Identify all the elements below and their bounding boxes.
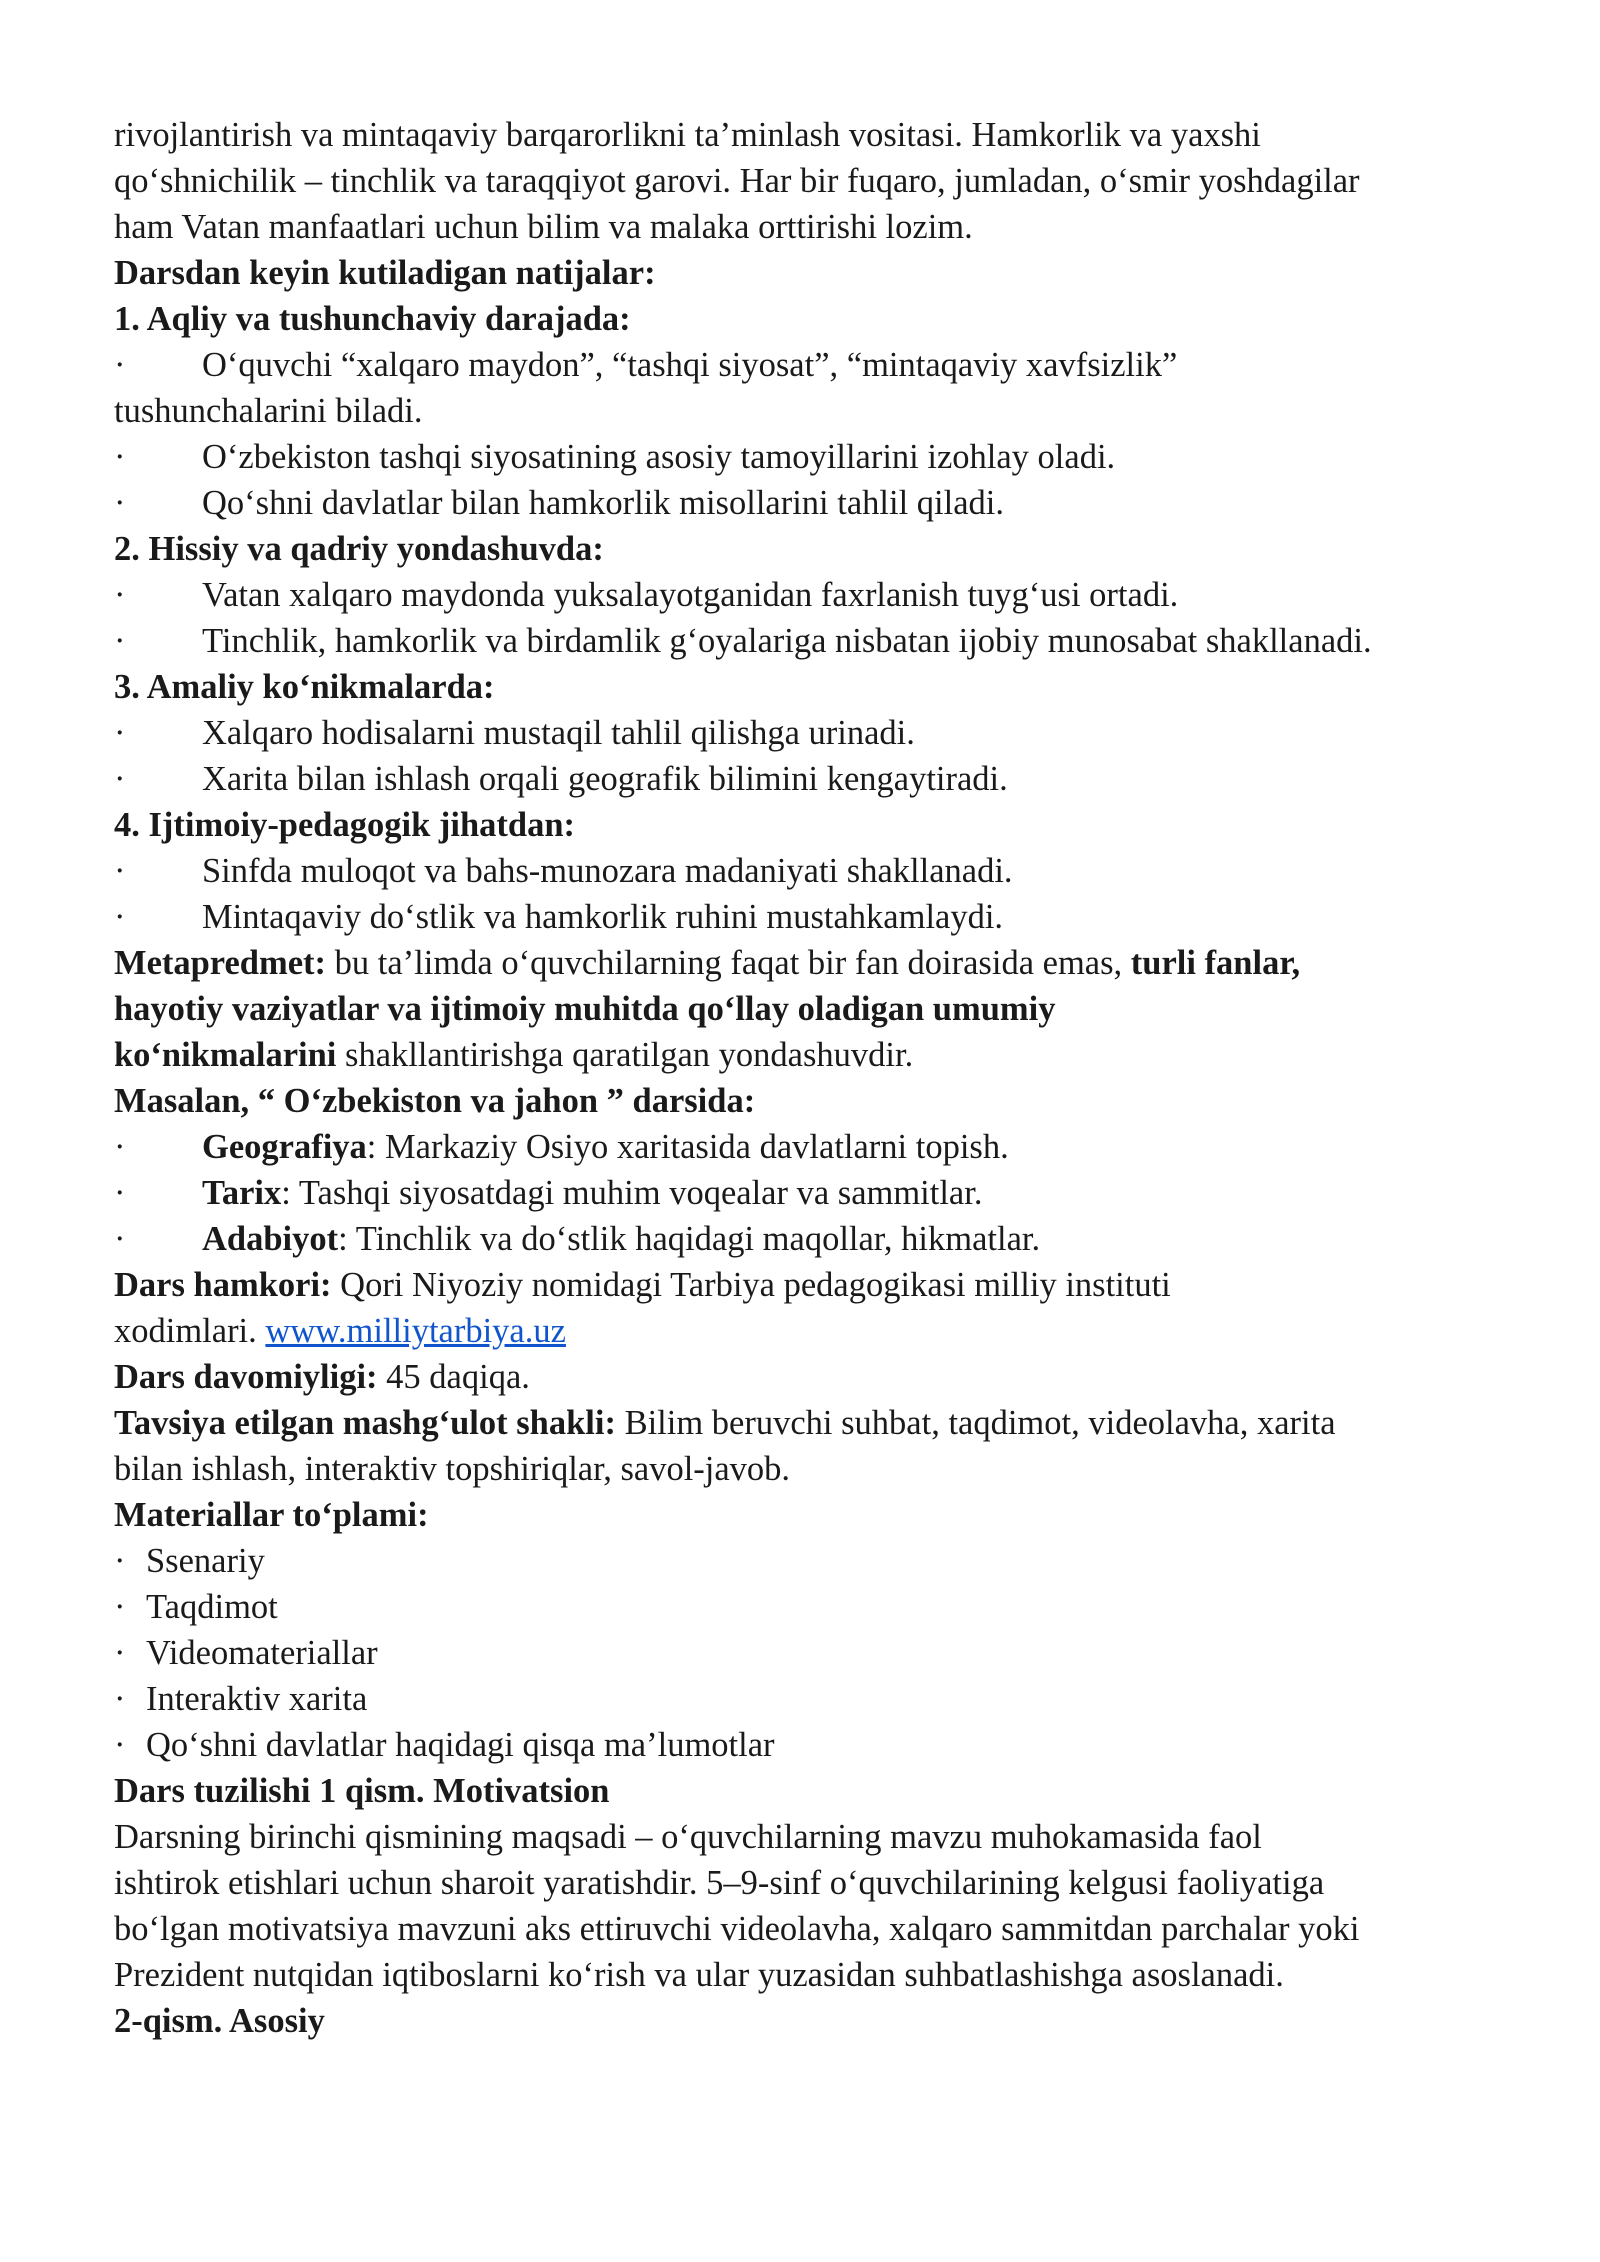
duration-label: Dars davomiyligi: — [114, 1358, 378, 1396]
list-item — [114, 894, 1504, 940]
list-item — [114, 1630, 1504, 1676]
section-3-heading: 3. Amaliy ko‘nikmalarda: — [114, 668, 495, 706]
list-item — [114, 710, 1504, 756]
format-label: Tavsiya etilgan mashg‘ulot shakli: — [114, 1404, 616, 1442]
bullet-marker: · — [114, 1128, 126, 1166]
results-heading: Darsdan keyin kutiladigan natijalar: — [114, 254, 656, 292]
bullet-marker: · — [114, 1726, 126, 1764]
list-item — [114, 848, 1504, 894]
format-line-1 — [114, 1400, 1504, 1446]
list-item — [114, 618, 1504, 664]
section-1-heading: 1. Aqliy va tushunchaviy darajada: — [114, 300, 631, 338]
bullet-marker: · — [114, 714, 126, 752]
list-item-text: Adabiyot: Tinchlik va do‘stlik haqidagi maqollar, hikmatlar. — [202, 1220, 1041, 1258]
list-item — [114, 572, 1504, 618]
bullet-marker: · — [114, 484, 126, 522]
list-item-text: Interaktiv xarita — [146, 1680, 368, 1718]
list-item-text: Qo‘shni davlatlar haqidagi qisqa ma’lumotlar — [146, 1726, 775, 1764]
structure-heading: Dars tuzilishi 1 qism. Motivatsion — [114, 1772, 610, 1810]
partner-label: Dars hamkori: — [114, 1266, 332, 1304]
list-item-text: Qo‘shni davlatlar bilan hamkorlik misollarini tahlil qiladi. — [202, 484, 1004, 522]
bullet-marker: · — [114, 622, 126, 660]
part-2-heading: 2-qism. Asosiy — [114, 2002, 325, 2040]
metapredmet-line-3 — [114, 1032, 1504, 1078]
bullet-marker: · — [114, 1634, 126, 1672]
list-item — [114, 1538, 1504, 1584]
bullet-marker: · — [114, 852, 126, 890]
metapredmet-text: bu ta’limda o‘quvchilarning faqat bir fan doirasida emas, — [326, 944, 1131, 982]
metapredmet-text: shakllantirishga qaratilgan yondashuvdir. — [336, 1036, 914, 1074]
metapredmet-bold: turli fanlar, — [1130, 944, 1301, 982]
list-item — [114, 1124, 1504, 1170]
duration-value: 45 daqiqa. — [377, 1358, 530, 1396]
bullet-marker: · — [114, 438, 126, 476]
structure-line-3: bo‘lgan motivatsiya mavzuni aks ettiruvchi videolavha, xalqaro sammitdan parchalar yoki — [114, 1910, 1360, 1948]
partner-line-2 — [114, 1308, 1504, 1354]
format-line-2: bilan ishlash, interaktiv topshiriqlar, savol-javob. — [114, 1450, 791, 1488]
document-page — [114, 112, 1504, 2044]
list-item-text: Videomateriallar — [146, 1634, 378, 1672]
list-item-text: Tarix: Tashqi siyosatdagi muhim voqealar va sammitlar. — [202, 1174, 983, 1212]
partner-line-1 — [114, 1262, 1504, 1308]
list-item-text: Geografiya: Markaziy Osiyo xaritasida davlatlarni topish. — [202, 1128, 1009, 1166]
section-4-heading: 4. Ijtimoiy-pedagogik jihatdan: — [114, 806, 575, 844]
list-item — [114, 1216, 1504, 1262]
list-item-text: Taqdimot — [146, 1588, 278, 1626]
list-item — [114, 342, 1504, 388]
bullet-marker: · — [114, 1680, 126, 1718]
intro-line-2: qo‘shnichilik – tinchlik va taraqqiyot garovi. Har bir fuqaro, jumladan, o‘smir yoshdagilar — [114, 162, 1360, 200]
bullet-marker: · — [114, 1174, 126, 1212]
list-item-text: O‘zbekiston tashqi siyosatining asosiy tamoyillarini izohlay oladi. — [202, 438, 1116, 476]
list-item — [114, 1584, 1504, 1630]
list-item — [114, 1722, 1504, 1768]
metapredmet-label: Metapredmet: — [114, 944, 327, 982]
list-item — [114, 756, 1504, 802]
format-text: Bilim beruvchi suhbat, taqdimot, videolavha, xarita — [615, 1404, 1336, 1442]
metapredmet-bold: hayotiy vaziyatlar va ijtimoiy muhitda qo‘llay oladigan umumiy — [114, 990, 1056, 1028]
bullet-marker: · — [114, 1220, 126, 1258]
bullet-marker: · — [114, 1542, 126, 1580]
list-item-text: Vatan xalqaro maydonda yuksalayotganidan faxrlanish tuyg‘usi ortadi. — [202, 576, 1179, 614]
structure-line-2: ishtirok etishlari uchun sharoit yaratishdir. 5–9-sinf o‘quvchilarining kelgusi faoliyatiga — [114, 1864, 1325, 1902]
list-item — [114, 1170, 1504, 1216]
list-item — [114, 434, 1504, 480]
bullet-marker: · — [114, 346, 126, 384]
bullet-marker: · — [114, 760, 126, 798]
list-item-continuation: tushunchalarini biladi. — [114, 392, 423, 430]
intro-line-1: rivojlantirish va mintaqaviy barqarorlikni ta’minlash vositasi. Hamkorlik va yaxshi — [114, 116, 1261, 154]
metapredmet-line-1 — [114, 940, 1504, 986]
duration-line — [114, 1354, 1504, 1400]
materials-heading: Materiallar to‘plami: — [114, 1496, 429, 1534]
metapredmet-bold: ko‘nikmalarini — [114, 1036, 337, 1074]
list-item-text: Xarita bilan ishlash orqali geografik bilimini kengaytiradi. — [202, 760, 1008, 798]
partner-website-link[interactable]: www.milliytarbiya.uz — [265, 1312, 566, 1350]
list-item-text: Xalqaro hodisalarni mustaqil tahlil qilishga urinadi. — [202, 714, 915, 752]
bullet-marker: · — [114, 898, 126, 936]
structure-line-4: Prezident nutqidan iqtiboslarni ko‘rish va ular yuzasidan suhbatlashishga asoslanadi. — [114, 1956, 1284, 1994]
list-item — [114, 1676, 1504, 1722]
bullet-marker: · — [114, 576, 126, 614]
partner-text: xodimlari. — [114, 1312, 266, 1350]
list-item-text: Sinfda muloqot va bahs-munozara madaniyati shakllanadi. — [202, 852, 1013, 890]
metapredmet-line-2 — [114, 986, 1504, 1032]
list-item — [114, 480, 1504, 526]
bullet-marker: · — [114, 1588, 126, 1626]
section-2-heading: 2. Hissiy va qadriy yondashuvda: — [114, 530, 604, 568]
list-item-text: O‘quvchi “xalqaro maydon”, “tashqi siyosat”, “mintaqaviy xavfsizlik” — [202, 346, 1178, 384]
intro-line-3: ham Vatan manfaatlari uchun bilim va malaka orttirishi lozim. — [114, 208, 973, 246]
list-item-text: Ssenariy — [146, 1542, 265, 1580]
list-item-text: Mintaqaviy do‘stlik va hamkorlik ruhini mustahkamlaydi. — [202, 898, 1004, 936]
partner-text: Qori Niyoziy nomidagi Tarbiya pedagogikasi milliy instituti — [331, 1266, 1171, 1304]
structure-line-1: Darsning birinchi qismining maqsadi – o‘quvchilarning mavzu muhokamasida faol — [114, 1818, 1262, 1856]
example-heading: Masalan, “ O‘zbekiston va jahon ” darsida: — [114, 1082, 756, 1120]
list-item-text: Tinchlik, hamkorlik va birdamlik g‘oyalariga nisbatan ijobiy munosabat shakllanadi. — [202, 622, 1372, 660]
